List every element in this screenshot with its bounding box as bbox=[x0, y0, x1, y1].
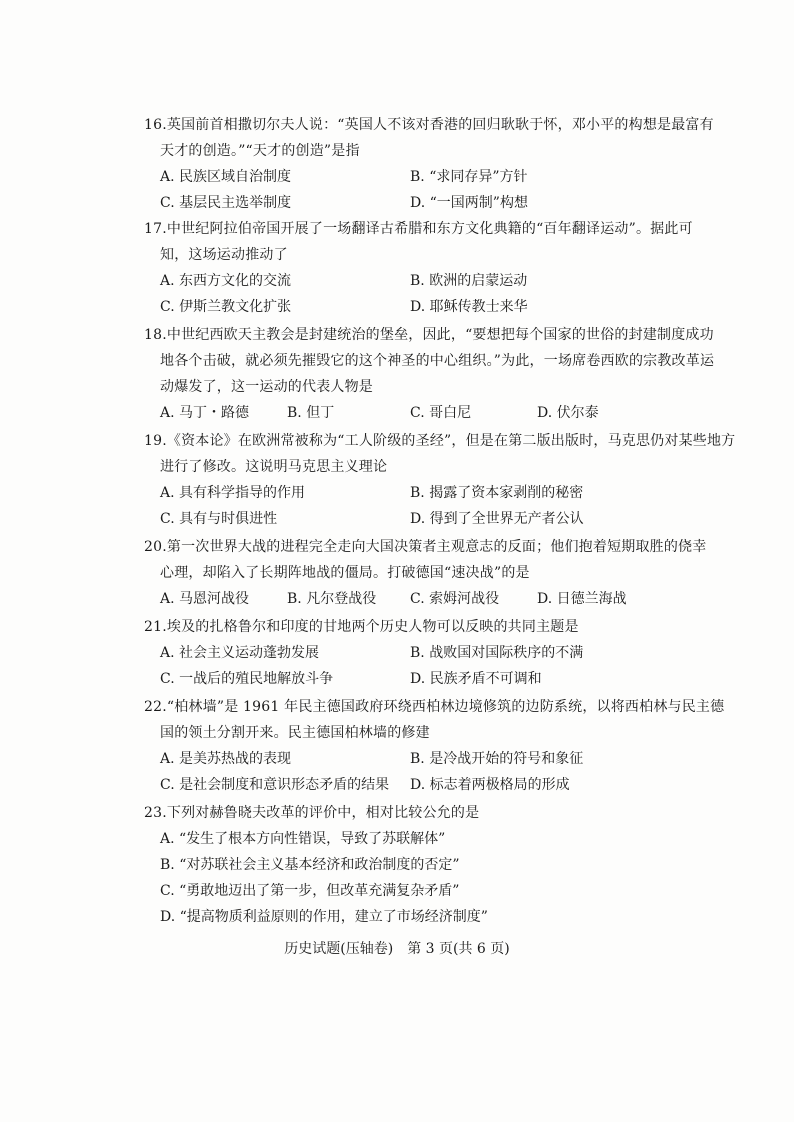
question-23-option-a: A. “发生了根本方向性错误，导致了苏联解体” bbox=[160, 831, 446, 847]
question-16-stem-line-1 bbox=[144, 116, 714, 134]
question-number: 19. bbox=[144, 433, 167, 449]
question-23-option-c: C. “勇敢地迈出了第一步，但改革充满复杂矛盾” bbox=[160, 883, 460, 899]
question-number: 16. bbox=[144, 117, 167, 133]
question-16-stem-line-2: 天才的创造。”“天才的创造”是指 bbox=[160, 143, 360, 159]
question-19-option-d: D. 得到了全世界无产者公认 bbox=[410, 511, 584, 527]
question-21-stem-line-1 bbox=[144, 618, 579, 636]
question-20-option-b: B. 凡尔登战役 bbox=[287, 591, 377, 607]
question-number: 17. bbox=[144, 221, 167, 237]
question-21-option-a: A. 社会主义运动蓬勃发展 bbox=[160, 645, 320, 661]
question-23-option-b: B. “对苏联社会主义基本经济和政治制度的否定” bbox=[160, 857, 460, 873]
question-20-option-d: D. 日德兰海战 bbox=[537, 591, 627, 607]
question-stem-text: 《资本论》在欧洲常被称为“工人阶级的圣经”，但是在第二版出版时，马克思仍对某些地方 bbox=[166, 433, 736, 449]
page-footer: 历史试题(压轴卷) 第 3 页(共 6 页) bbox=[284, 941, 510, 957]
question-21-option-b: B. 战败国对国际秩序的不满 bbox=[410, 645, 584, 661]
question-17-stem-line-1 bbox=[144, 220, 693, 238]
question-16-option-a: A. 民族区域自治制度 bbox=[160, 169, 292, 185]
question-stem-text: 中世纪阿拉伯帝国开展了一场翻译古希腊和东方文化典籍的“百年翻译运动”。据此可 bbox=[166, 221, 693, 237]
question-stem-text: 英国前首相撒切尔夫人说：“英国人不该对香港的回归耿耿于怀，邓小平的构想是最富有 bbox=[166, 117, 714, 133]
question-22-stem-line-2: 国的领土分割开来。民主德国柏林墙的修建 bbox=[160, 725, 430, 741]
question-19-stem-line-2: 进行了修改。这说明马克思主义理论 bbox=[160, 459, 388, 475]
question-18-stem-line-2: 地各个击破，就必须先摧毁它的这个神圣的中心组织。”为此，一场席卷西欧的宗教改革运 bbox=[160, 353, 715, 369]
question-22-stem-line-1 bbox=[144, 698, 724, 716]
question-20-option-c: C. 索姆河战役 bbox=[410, 591, 500, 607]
question-17-option-b: B. 欧洲的启蒙运动 bbox=[410, 273, 528, 289]
question-18-stem-line-3: 动爆发了，这一运动的代表人物是 bbox=[160, 379, 373, 395]
question-stem-text: “柏林墙”是 1961 年民主德国政府环绕西柏林边境修筑的边防系统，以将西柏林与民主德 bbox=[166, 699, 725, 715]
question-18-stem-line-1 bbox=[144, 326, 714, 344]
question-17-option-d: D. 耶稣传教士来华 bbox=[410, 299, 528, 315]
question-16-option-b: B. “求同存异”方针 bbox=[410, 169, 528, 185]
question-stem-text: 中世纪西欧天主教会是封建统治的堡垒，因此，“要想把每个国家的世俗的封建制度成功 bbox=[166, 327, 714, 343]
question-stem-text: 下列对赫鲁晓夫改革的评价中，相对比较公允的是 bbox=[166, 805, 480, 821]
question-22-option-c: C. 是社会制度和意识形态矛盾的结果 bbox=[160, 777, 390, 793]
question-19-stem-line-1 bbox=[144, 432, 735, 450]
question-16-option-d: D. “一国两制”构想 bbox=[410, 195, 528, 211]
question-17-option-c: C. 伊斯兰教文化扩张 bbox=[160, 299, 292, 315]
question-22-option-d: D. 标志着两极格局的形成 bbox=[410, 777, 570, 793]
question-19-option-a: A. 具有科学指导的作用 bbox=[160, 485, 306, 501]
question-18-option-a: A. 马丁・路德 bbox=[160, 405, 250, 421]
question-18-option-c: C. 哥白尼 bbox=[410, 405, 472, 421]
question-20-stem-line-2: 心理，却陷入了长期阵地战的僵局。打破德国“速决战”的是 bbox=[160, 565, 530, 581]
question-number: 22. bbox=[144, 699, 167, 715]
question-20-option-a: A. 马恩河战役 bbox=[160, 591, 250, 607]
question-stem-text: 第一次世界大战的进程完全走向大国决策者主观意志的反面；他们抱着短期取胜的侥幸 bbox=[166, 539, 707, 555]
question-17-stem-line-2: 知，这场运动推动了 bbox=[160, 247, 288, 263]
question-16-option-c: C. 基层民主选举制度 bbox=[160, 195, 292, 211]
question-21-option-c: C. 一战后的殖民地解放斗争 bbox=[160, 671, 334, 687]
question-20-stem-line-1 bbox=[144, 538, 706, 556]
question-number: 21. bbox=[144, 619, 167, 635]
question-stem-text: 埃及的扎格鲁尔和印度的甘地两个历史人物可以反映的共同主题是 bbox=[166, 619, 579, 635]
question-22-option-b: B. 是冷战开始的符号和象征 bbox=[410, 751, 584, 767]
question-number: 23. bbox=[144, 805, 167, 821]
question-18-option-d: D. 伏尔泰 bbox=[537, 405, 599, 421]
question-17-option-a: A. 东西方文化的交流 bbox=[160, 273, 292, 289]
question-21-option-d: D. 民族矛盾不可调和 bbox=[410, 671, 542, 687]
question-23-stem-line-1 bbox=[144, 804, 479, 822]
question-number: 18. bbox=[144, 327, 167, 343]
question-22-option-a: A. 是美苏热战的表现 bbox=[160, 751, 292, 767]
question-number: 20. bbox=[144, 539, 167, 555]
question-18-option-b: B. 但丁 bbox=[287, 405, 335, 421]
question-19-option-b: B. 揭露了资本家剥削的秘密 bbox=[410, 485, 584, 501]
question-19-option-c: C. 具有与时俱进性 bbox=[160, 511, 278, 527]
question-23-option-d: D. “提高物质利益原则的作用，建立了市场经济制度” bbox=[160, 909, 488, 925]
